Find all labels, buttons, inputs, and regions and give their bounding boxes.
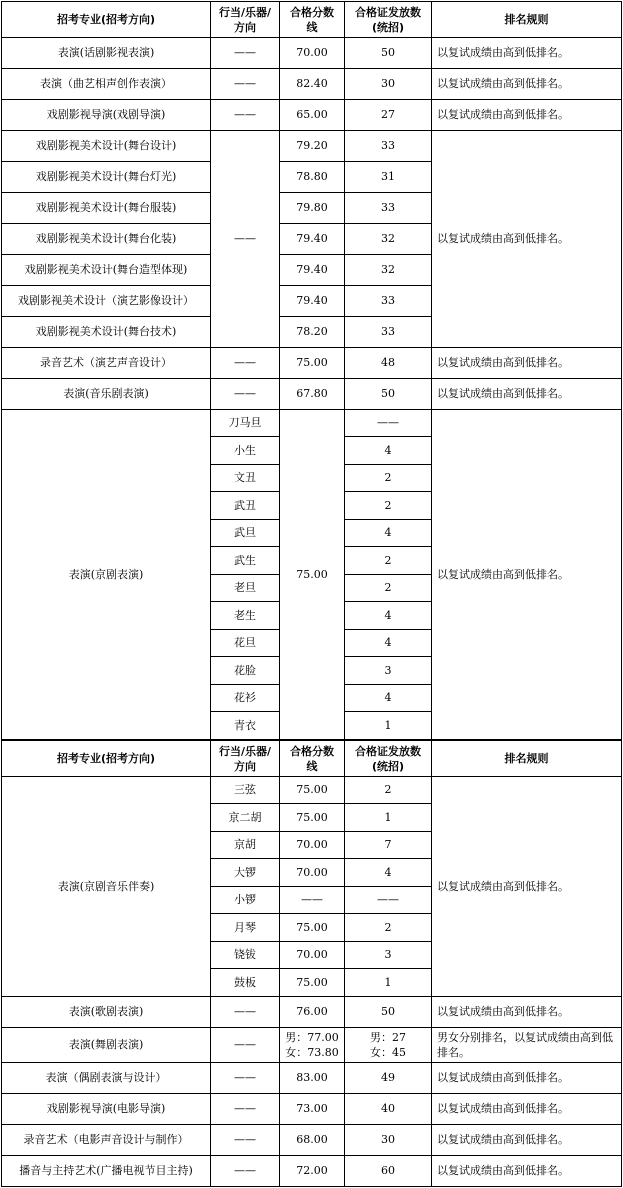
major-cell: 表演(音乐剧表演) — [2, 379, 211, 410]
rule-cell: 男女分别排名，以复试成绩由高到低排名。 — [432, 1028, 622, 1063]
count-cell: 2 — [345, 777, 432, 804]
role-cell: —— — [211, 379, 280, 410]
score-cell: 75.00 — [280, 777, 345, 804]
score-cell: 70.00 — [280, 859, 345, 887]
rule-cell: 以复试成绩由高到低排名。 — [432, 100, 622, 131]
role-cell: —— — [211, 1028, 280, 1063]
role-cell: 老生 — [211, 602, 280, 630]
role-cell: 花旦 — [211, 630, 280, 657]
count-cell: 32 — [345, 255, 432, 286]
score-cell: 79.80 — [280, 193, 345, 224]
count-cell: 32 — [345, 224, 432, 255]
count-cell: 33 — [345, 286, 432, 317]
major-cell: 播音与主持艺术(广播电视节目主持) — [2, 1156, 211, 1187]
rule-cell: 以复试成绩由高到低排名。 — [432, 1125, 622, 1156]
rule-cell: 以复试成绩由高到低排名。 — [432, 1094, 622, 1125]
major-cell: 戏剧影视美术设计(舞台造型体现) — [2, 255, 211, 286]
count-cell: 33 — [345, 317, 432, 348]
table-header-row — [2, 741, 622, 777]
rule-cell: 以复试成绩由高到低排名。 — [432, 348, 622, 379]
major-cell: 戏剧影视导演(电影导演) — [2, 1094, 211, 1125]
header-role: 行当/乐器/ 方向 — [211, 2, 280, 38]
header-major: 招考专业(招考方向) — [2, 741, 211, 777]
count-cell: 男：27 女：45 — [345, 1028, 432, 1063]
major-cell: 戏剧影视美术设计(舞台设计) — [2, 131, 211, 162]
role-cell: —— — [211, 100, 280, 131]
score-cell: 75.00 — [280, 804, 345, 832]
score-cell: 70.00 — [280, 942, 345, 969]
table-row — [2, 38, 622, 69]
header-score: 合格分数 线 — [280, 741, 345, 777]
count-cell: —— — [345, 410, 432, 437]
role-cell: 武生 — [211, 547, 280, 575]
role-cell: 文丑 — [211, 465, 280, 492]
role-cell: 刀马旦 — [211, 410, 280, 437]
header-count: 合格证发放数 (统招) — [345, 741, 432, 777]
count-cell: 1 — [345, 969, 432, 997]
role-cell: 武丑 — [211, 492, 280, 520]
role-cell: 花脸 — [211, 657, 280, 685]
count-cell: 4 — [345, 685, 432, 712]
score-cell: 78.20 — [280, 317, 345, 348]
count-cell: 4 — [345, 859, 432, 887]
score-cell: 75.00 — [280, 914, 345, 942]
role-cell: —— — [211, 131, 280, 348]
count-cell: 1 — [345, 804, 432, 832]
score-cell: 75.00 — [280, 969, 345, 997]
count-cell: 2 — [345, 492, 432, 520]
table-row — [2, 379, 622, 410]
rule-cell: 以复试成绩由高到低排名。 — [432, 131, 622, 348]
count-cell: 2 — [345, 547, 432, 575]
role-cell: 老旦 — [211, 575, 280, 602]
major-cell: 戏剧影视美术设计(舞台化装) — [2, 224, 211, 255]
role-cell: 青衣 — [211, 712, 280, 740]
role-cell: 小锣 — [211, 887, 280, 914]
count-cell: 50 — [345, 379, 432, 410]
score-cell: 75.00 — [280, 410, 345, 740]
score-cell: 79.40 — [280, 224, 345, 255]
score-cell: —— — [280, 887, 345, 914]
score-cell: 78.80 — [280, 162, 345, 193]
rule-cell: 以复试成绩由高到低排名。 — [432, 997, 622, 1028]
score-cell: 70.00 — [280, 832, 345, 859]
count-cell: 50 — [345, 997, 432, 1028]
count-cell: 30 — [345, 69, 432, 100]
header-count: 合格证发放数 (统招) — [345, 2, 432, 38]
major-cell: 录音艺术（演艺声音设计） — [2, 348, 211, 379]
rule-cell: 以复试成绩由高到低排名。 — [432, 777, 622, 997]
score-cell: 70.00 — [280, 38, 345, 69]
header-rule: 排名规则 — [432, 2, 622, 38]
role-cell: —— — [211, 38, 280, 69]
count-cell: 50 — [345, 38, 432, 69]
table-row — [2, 777, 622, 804]
table-row — [2, 131, 622, 162]
major-cell: 表演(歌剧表演) — [2, 997, 211, 1028]
count-cell: 3 — [345, 942, 432, 969]
count-cell: 33 — [345, 131, 432, 162]
score-cell: 75.00 — [280, 348, 345, 379]
score-cell: 72.00 — [280, 1156, 345, 1187]
score-cell: 68.00 — [280, 1125, 345, 1156]
major-cell: 录音艺术（电影声音设计与制作） — [2, 1125, 211, 1156]
role-cell: 鼓板 — [211, 969, 280, 997]
count-cell: 60 — [345, 1156, 432, 1187]
count-cell: 4 — [345, 602, 432, 630]
table-row — [2, 1028, 622, 1063]
role-cell: 铙钹 — [211, 942, 280, 969]
table-row — [2, 997, 622, 1028]
rule-cell: 以复试成绩由高到低排名。 — [432, 1156, 622, 1187]
rule-cell: 以复试成绩由高到低排名。 — [432, 379, 622, 410]
score-cell: 79.40 — [280, 255, 345, 286]
score-cell: 65.00 — [280, 100, 345, 131]
major-cell: 表演(舞剧表演) — [2, 1028, 211, 1063]
count-cell: 2 — [345, 914, 432, 942]
major-cell: 戏剧影视美术设计(舞台技术) — [2, 317, 211, 348]
role-cell: 小生 — [211, 437, 280, 465]
table-row — [2, 1094, 622, 1125]
role-cell: 花衫 — [211, 685, 280, 712]
score-cell: 76.00 — [280, 997, 345, 1028]
count-cell: 33 — [345, 193, 432, 224]
count-cell: 30 — [345, 1125, 432, 1156]
header-major: 招考专业(招考方向) — [2, 2, 211, 38]
major-cell: 表演(京剧表演) — [2, 410, 211, 740]
count-cell: 49 — [345, 1063, 432, 1094]
role-cell: —— — [211, 69, 280, 100]
score-cell: 男：77.00 女：73.80 — [280, 1028, 345, 1063]
rule-cell: 以复试成绩由高到低排名。 — [432, 1063, 622, 1094]
score-cell: 67.80 — [280, 379, 345, 410]
role-cell: —— — [211, 997, 280, 1028]
rule-cell: 以复试成绩由高到低排名。 — [432, 38, 622, 69]
table-row — [2, 410, 622, 437]
count-cell: —— — [345, 887, 432, 914]
rule-cell: 以复试成绩由高到低排名。 — [432, 69, 622, 100]
table-header-row — [2, 2, 622, 38]
role-cell: 大锣 — [211, 859, 280, 887]
role-cell: 三弦 — [211, 777, 280, 804]
admission-table-part2 — [1, 740, 622, 1187]
role-cell: 武旦 — [211, 520, 280, 547]
table-row — [2, 1125, 622, 1156]
table-row — [2, 100, 622, 131]
role-cell: —— — [211, 1094, 280, 1125]
major-cell: 表演(话剧影视表演) — [2, 38, 211, 69]
role-cell: —— — [211, 1125, 280, 1156]
major-cell: 表演(京剧音乐伴奏) — [2, 777, 211, 997]
count-cell: 2 — [345, 465, 432, 492]
role-cell: 京胡 — [211, 832, 280, 859]
role-cell: 月琴 — [211, 914, 280, 942]
header-rule: 排名规则 — [432, 741, 622, 777]
count-cell: 1 — [345, 712, 432, 740]
major-cell: 戏剧影视导演(戏剧导演) — [2, 100, 211, 131]
score-cell: 79.20 — [280, 131, 345, 162]
major-cell: 戏剧影视美术设计(舞台服装) — [2, 193, 211, 224]
score-cell: 79.40 — [280, 286, 345, 317]
count-cell: 40 — [345, 1094, 432, 1125]
table-row — [2, 1156, 622, 1187]
major-cell: 表演（偶剧表演与设计） — [2, 1063, 211, 1094]
table-row — [2, 69, 622, 100]
score-cell: 73.00 — [280, 1094, 345, 1125]
role-cell: —— — [211, 1063, 280, 1094]
role-cell: 京二胡 — [211, 804, 280, 832]
score-cell: 82.40 — [280, 69, 345, 100]
major-cell: 戏剧影视美术设计（演艺影像设计） — [2, 286, 211, 317]
role-cell: —— — [211, 348, 280, 379]
table-row — [2, 1063, 622, 1094]
header-role: 行当/乐器/ 方向 — [211, 741, 280, 777]
count-cell: 48 — [345, 348, 432, 379]
header-score: 合格分数 线 — [280, 2, 345, 38]
count-cell: 31 — [345, 162, 432, 193]
count-cell: 4 — [345, 520, 432, 547]
role-cell: —— — [211, 1156, 280, 1187]
admission-table-part1 — [1, 1, 622, 740]
count-cell: 7 — [345, 832, 432, 859]
count-cell: 3 — [345, 657, 432, 685]
table-row — [2, 348, 622, 379]
score-cell: 83.00 — [280, 1063, 345, 1094]
count-cell: 2 — [345, 575, 432, 602]
count-cell: 27 — [345, 100, 432, 131]
major-cell: 戏剧影视美术设计(舞台灯光) — [2, 162, 211, 193]
count-cell: 4 — [345, 630, 432, 657]
major-cell: 表演（曲艺相声创作表演） — [2, 69, 211, 100]
rule-cell: 以复试成绩由高到低排名。 — [432, 410, 622, 740]
count-cell: 4 — [345, 437, 432, 465]
